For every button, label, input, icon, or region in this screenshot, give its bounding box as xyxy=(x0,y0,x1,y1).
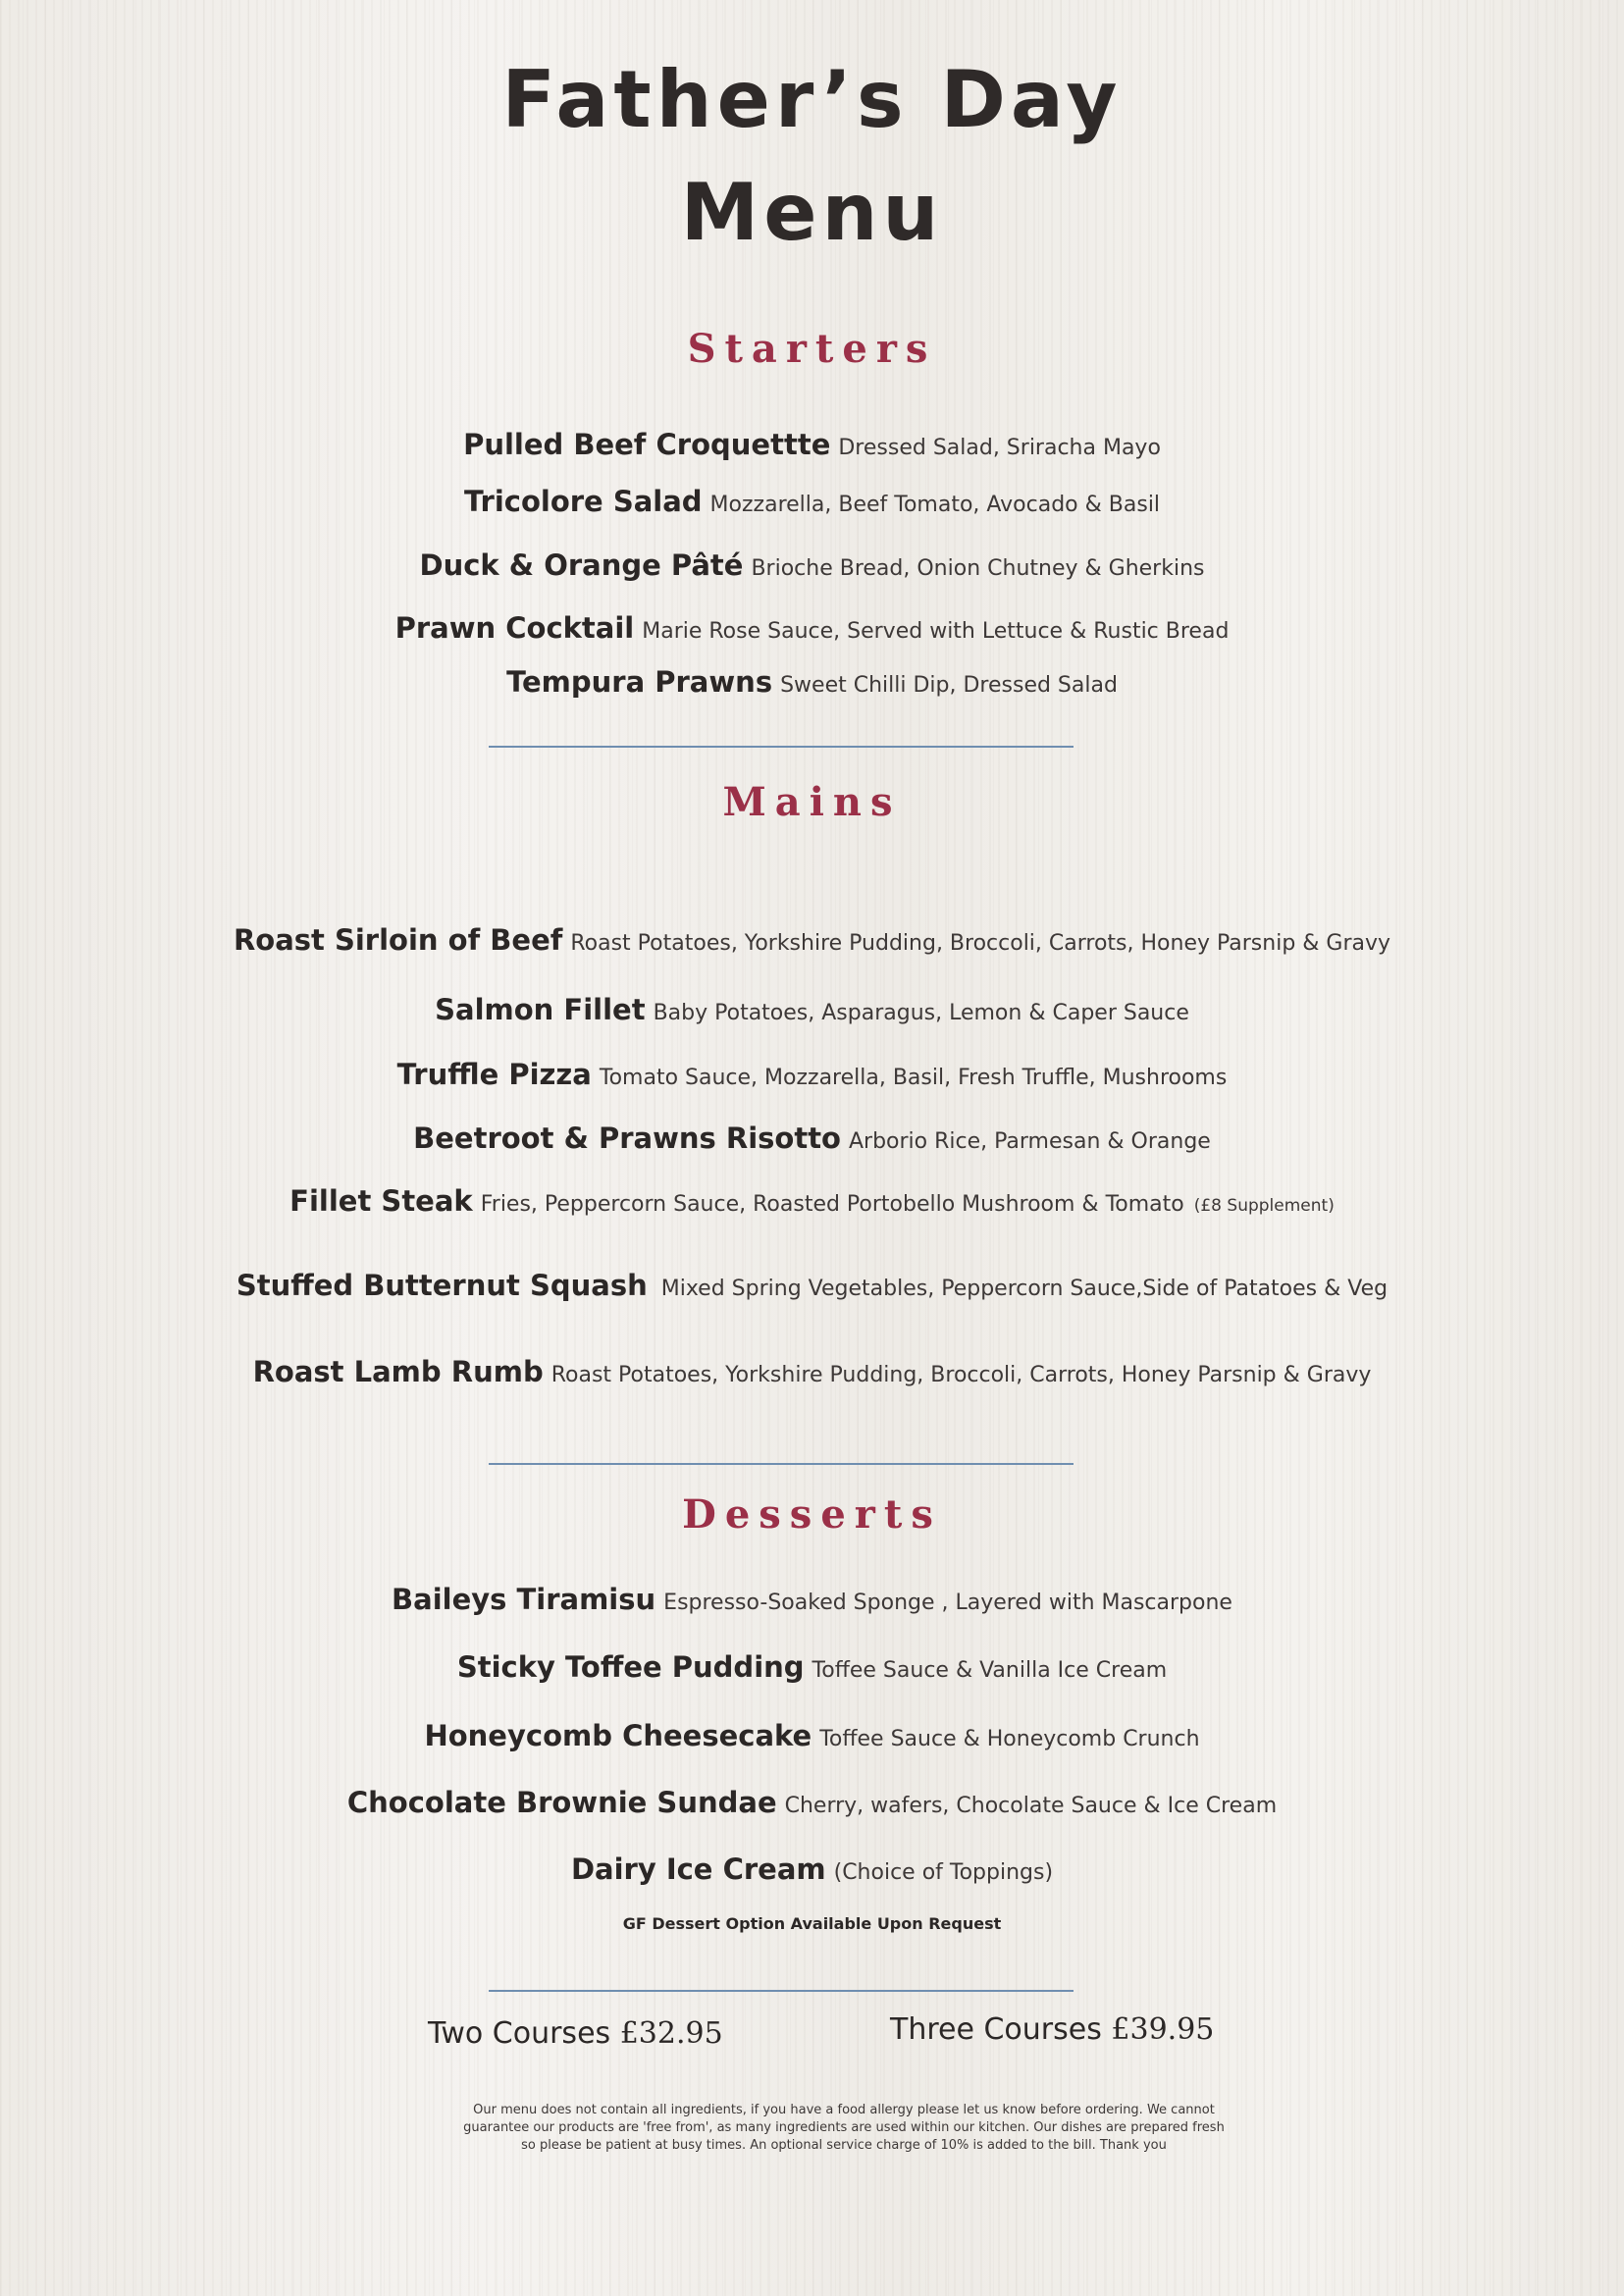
item-description: (Choice of Toppings) xyxy=(833,1860,1054,1885)
item-description: Toffee Sauce & Vanilla Ice Cream xyxy=(812,1658,1168,1683)
section-divider xyxy=(489,1990,1074,1992)
item-description: Mozzarella, Beef Tomato, Avocado & Basil xyxy=(709,493,1161,517)
item-name: Chocolate Brownie Sundae xyxy=(346,1786,777,1819)
item-name: Beetroot & Prawns Risotto xyxy=(413,1122,841,1155)
three-courses-price xyxy=(890,2012,1215,2047)
menu-item xyxy=(0,1058,1624,1091)
item-name: Tricolore Salad xyxy=(463,485,703,518)
item-name: Baileys Tiramisu xyxy=(392,1583,656,1616)
menu-item xyxy=(0,993,1624,1026)
item-name: Duck & Orange Pâté xyxy=(419,548,744,582)
section-divider xyxy=(489,1463,1074,1465)
menu-item xyxy=(0,485,1624,518)
item-name: Stuffed Butternut Squash xyxy=(236,1269,648,1302)
item-name: Fillet Steak xyxy=(289,1184,473,1218)
desserts-heading: Desserts xyxy=(682,1491,942,1538)
menu-item xyxy=(0,1583,1624,1616)
item-description: Fries, Peppercorn Sauce, Roasted Portobello Mushroom & Tomato xyxy=(480,1192,1184,1217)
menu-item xyxy=(0,1786,1624,1819)
two-courses-label: Two Courses xyxy=(428,2016,611,2051)
item-name: Dairy Ice Cream xyxy=(570,1852,826,1886)
item-description: Toffee Sauce & Honeycomb Crunch xyxy=(819,1727,1200,1751)
item-description: Tomato Sauce, Mozzarella, Basil, Fresh Truffle, Mushrooms xyxy=(599,1066,1228,1090)
menu-item xyxy=(0,611,1624,645)
menu-title-line2: Menu xyxy=(680,167,944,258)
menu-item xyxy=(0,428,1624,461)
disclaimer-line: guarantee our products are 'free from', as many ingredients are used within our kitchen. Our dishes are prepared fresh xyxy=(463,2120,1225,2135)
item-name: Prawn Cocktail xyxy=(394,611,635,645)
disclaimer-line: Our menu does not contain all ingredients, if you have a food allergy please let us know before ordering. We cannot xyxy=(473,2103,1215,2117)
menu-item xyxy=(0,548,1624,582)
item-name: Roast Lamb Rumb xyxy=(252,1355,544,1388)
section-divider xyxy=(489,746,1074,748)
menu-item xyxy=(0,923,1624,957)
gf-dessert-note: GF Dessert Option Available Upon Request xyxy=(622,1914,1002,1933)
item-name: Roast Sirloin of Beef xyxy=(233,923,563,957)
item-description: Roast Potatoes, Yorkshire Pudding, Broccoli, Carrots, Honey Parsnip & Gravy xyxy=(550,1363,1372,1387)
three-courses-amount: £39.95 xyxy=(1111,2012,1215,2047)
item-name: Tempura Prawns xyxy=(506,665,773,699)
menu-item xyxy=(0,1719,1624,1752)
item-description: Sweet Chilli Dip, Dressed Salad xyxy=(780,673,1118,698)
item-description: Dressed Salad, Sriracha Mayo xyxy=(838,436,1161,460)
two-courses-price xyxy=(428,2016,723,2051)
disclaimer-line: so please be patient at busy times. An optional service charge of 10% is added to the bill. Thank you xyxy=(521,2138,1167,2153)
menu-item xyxy=(0,1650,1624,1684)
menu-item xyxy=(0,1355,1624,1388)
item-description: Marie Rose Sauce, Served with Lettuce & Rustic Bread xyxy=(642,619,1230,644)
menu-item xyxy=(0,1852,1624,1886)
mains-heading: Mains xyxy=(722,779,902,825)
menu-item xyxy=(0,1184,1624,1218)
two-courses-amount: £32.95 xyxy=(619,2016,723,2051)
starters-heading: Starters xyxy=(687,326,937,372)
item-description: Cherry, wafers, Chocolate Sauce & Ice Cream xyxy=(784,1794,1278,1818)
menu-title-line1: Father’s Day xyxy=(501,54,1123,145)
item-description: Arborio Rice, Parmesan & Orange xyxy=(848,1129,1211,1154)
three-courses-label: Three Courses xyxy=(890,2012,1102,2047)
item-description: Baby Potatoes, Asparagus, Lemon & Caper Sauce xyxy=(653,1001,1189,1025)
item-name: Sticky Toffee Pudding xyxy=(456,1650,805,1684)
item-name: Truffle Pizza xyxy=(396,1058,592,1091)
menu-item xyxy=(0,1269,1624,1302)
item-name: Honeycomb Cheesecake xyxy=(424,1719,812,1752)
item-description: Mixed Spring Vegetables, Peppercorn Sauce,Side of Patatoes & Veg xyxy=(660,1277,1388,1301)
supplement-note: (£8 Supplement) xyxy=(1193,1196,1335,1216)
menu-item xyxy=(0,665,1624,699)
item-description: Espresso-Soaked Sponge , Layered with Mascarpone xyxy=(663,1591,1232,1615)
item-name: Pulled Beef Croquettte xyxy=(463,428,831,461)
item-description: Brioche Bread, Onion Chutney & Gherkins xyxy=(751,556,1205,581)
menu-item xyxy=(0,1124,1624,1153)
item-name: Salmon Fillet xyxy=(435,993,646,1026)
item-description: Roast Potatoes, Yorkshire Pudding, Broccoli, Carrots, Honey Parsnip & Gravy xyxy=(570,931,1391,956)
allergy-disclaimer xyxy=(412,2102,1276,2155)
